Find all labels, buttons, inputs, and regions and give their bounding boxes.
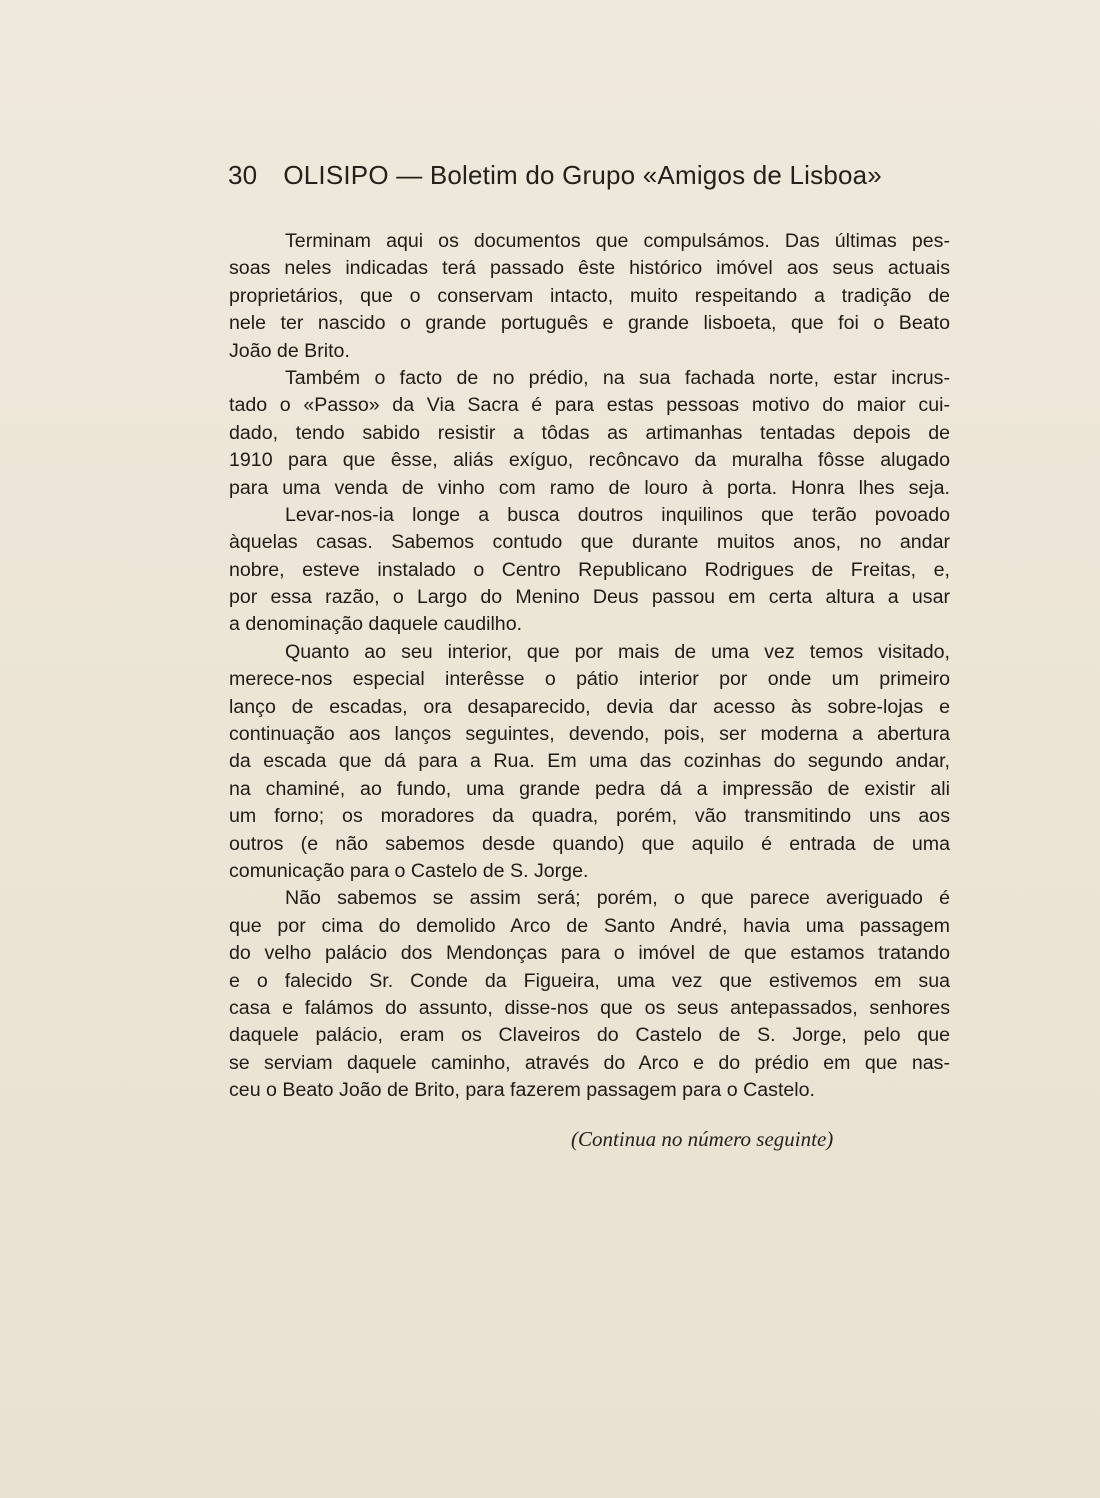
text-line: casa e falámos do assunto, disse-nos que os seus antepassados, senhores — [229, 996, 950, 1019]
text-line: para uma venda de vinho com ramo de louro à porta. Honra lhes seja. — [229, 476, 950, 499]
text-line: proprietários, que o conservam intacto, muito respeitando a tradição de — [229, 284, 950, 307]
running-header — [228, 160, 908, 191]
journal-title: OLISIPO — Boletim do Grupo «Amigos de Lisboa» — [283, 160, 882, 190]
text-line: continuação aos lanços seguintes, devendo, pois, ser moderna a abertura — [229, 723, 950, 746]
text-line: outros (e não sabemos desde quando) que aquilo é entrada de uma — [229, 832, 950, 855]
text-line: que por cima do demolido Arco de Santo André, havia uma passagem — [229, 914, 950, 937]
page-number: 30 — [228, 160, 258, 190]
text-line: do velho palácio dos Mendonças para o imóvel de que estamos tratando — [229, 942, 950, 965]
text-line: na chaminé, ao fundo, uma grande pedra dá a impressão de existir ali — [229, 777, 950, 800]
article-body — [229, 228, 950, 1105]
text-line: lanço de escadas, ora desaparecido, devia dar acesso às sobre-lojas e — [229, 695, 950, 718]
text-line: àquelas casas. Sabemos contudo que durante muitos anos, no andar — [229, 531, 950, 554]
text-line: soas neles indicadas terá passado êste histórico imóvel aos seus actuais — [229, 257, 950, 280]
text-line: por essa razão, o Largo do Menino Deus passou em certa altura a usar — [229, 586, 950, 609]
text-line: ceu o Beato João de Brito, para fazerem passagem para o Castelo. — [229, 1079, 815, 1102]
text-line: nobre, esteve instalado o Centro Republicano Rodrigues de Freitas, e, — [229, 558, 950, 581]
text-line: e o falecido Sr. Conde da Figueira, uma vez que estivemos em sua — [229, 969, 950, 992]
text-line: 1910 para que êsse, aliás exíguo, recôncavo da muralha fôsse alugado — [229, 449, 950, 472]
text-line: Quanto ao seu interior, que por mais de uma vez temos visitado, — [285, 640, 950, 663]
continuation-note: (Continua no número seguinte) — [571, 1127, 834, 1151]
text-line: comunicação para o Castelo de S. Jorge. — [229, 859, 589, 882]
text-line: da escada que dá para a Rua. Em uma das cozinhas do segundo andar, — [229, 750, 950, 773]
text-line: a denominação daquele caudilho. — [229, 613, 523, 636]
text-line: Não sabemos se assim será; porém, o que parece averiguado é — [285, 887, 950, 910]
text-line: João de Brito. — [229, 339, 350, 362]
text-line: merece-nos especial interêsse o pátio interior por onde um primeiro — [229, 668, 950, 691]
text-line: dado, tendo sabido resistir a tôdas as artimanhas tentadas depois de — [229, 421, 950, 444]
text-line: Levar-nos-ia longe a busca doutros inquilinos que terão povoado — [285, 503, 950, 526]
text-line: se serviam daquele caminho, através do Arco e do prédio em que nas- — [229, 1051, 950, 1074]
text-line: Terminam aqui os documentos que compulsámos. Das últimas pes- — [285, 230, 950, 252]
text-line: um forno; os moradores da quadra, porém, vão transmitindo uns aos — [229, 805, 950, 828]
text-line: daquele palácio, eram os Claveiros do Castelo de S. Jorge, pelo que — [229, 1024, 950, 1047]
text-line: tado o «Passo» da Via Sacra é para estas pessoas motivo do maior cui- — [229, 394, 950, 417]
text-line: nele ter nascido o grande português e grande lisboeta, que foi o Beato — [229, 312, 950, 335]
text-line: Também o facto de no prédio, na sua fachada norte, estar incrus- — [285, 366, 950, 389]
